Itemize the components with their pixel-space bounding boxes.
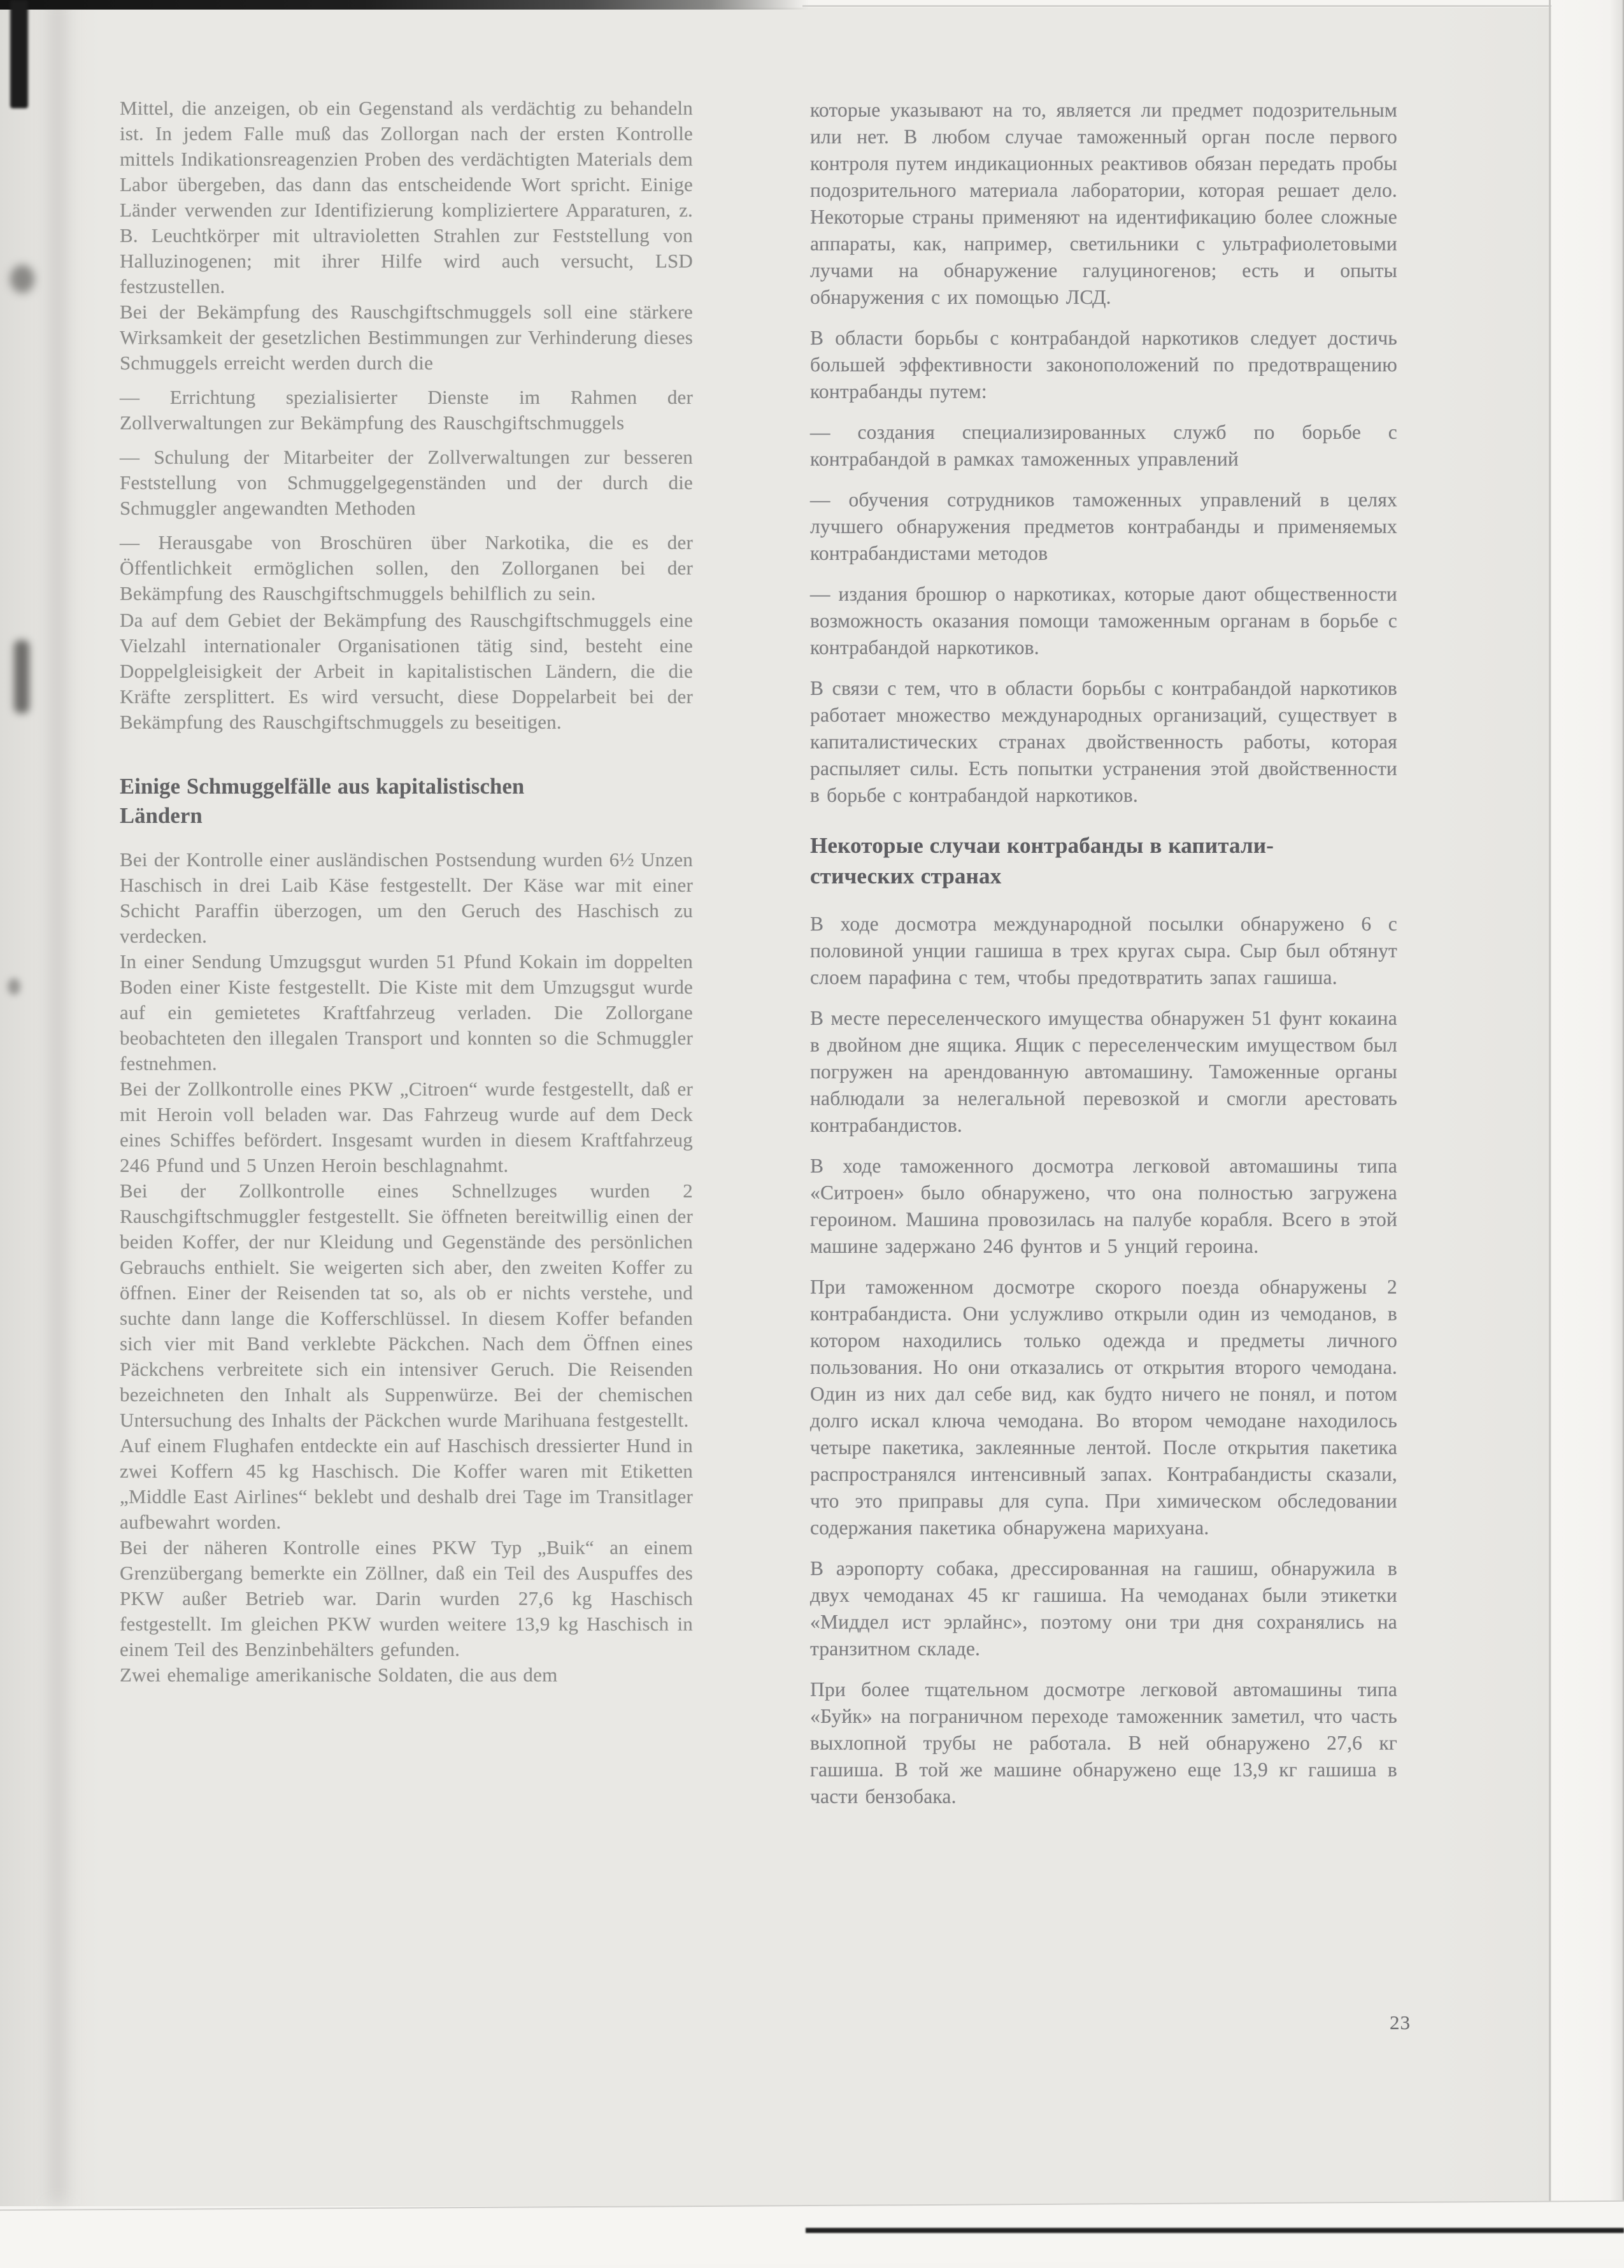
bullet-de-1: — Errichtung spezialisierter Dienste im Rahmen der Zollverwaltungen zur Bekämpfung des Rauschgiftschmuggels	[120, 386, 693, 434]
paragraph-de-case-2: In einer Sendung Umzugsgut wurden 51 Pfund Kokain im doppelten Boden einer Kiste festgestellt. Die Kiste mit dem Umzugsgut wurde auf ein gemietetes Kraftfahrzeug verladen. Die Zollorgane beobachteten den illegalen Transport und konnten so die Schmuggler festnehmen.	[120, 950, 693, 1074]
scan-artifact-smudge	[14, 640, 29, 713]
paragraph-de-intro-2: Bei der Bekämpfung des Rauschgiftschmuggels soll eine stärkere Wirksamkeit der gesetzlichen Bestimmungen zur Verhinderung dieses Schmuggels erreicht werden durch die	[120, 301, 693, 374]
binding-gutter-shadow	[50, 0, 66, 2204]
paragraph-de-case-6: Bei der näheren Kontrolle eines PKW Typ „Buik“ an einem Grenzübergang bemerkte ein Zöllner, daß ein Teil des Auspuffes des PKW außer Betrieb war. Darin wurden 27,6 kg Haschisch festgestellt. Im gleichen PKW wurden weitere 13,9 kg Haschisch in einem Teil des Benzinbehälters gefunden.	[120, 1536, 693, 1660]
section-heading-russian-line1: Некоторые случаи контрабанды в капитали-	[810, 833, 1274, 858]
paragraph-ru-case-6: При более тщательном досмотре легковой автомашины типа «Буйк» на пограничном переходе таможенник заметил, что часть выхлопной трубы не работала. В ней обнаружено 27,6 кг гашиша. В той же машине обнаружено еще 13,9 кг гашиша в части бензобака.	[810, 1678, 1397, 1808]
paragraph-de-case-1: Bei der Kontrolle einer ausländischen Postsendung wurden 6½ Unzen Haschisch in drei Laib Käse festgestellt. Der Käse war mit einer Schicht Paraffin überzogen, um den Geruch des Haschisch zu verdecken.	[120, 848, 693, 947]
section-heading-german-line1: Einige Schmuggelfälle aus kapitalistischen	[120, 774, 525, 799]
bullet-de-2: — Schulung der Mitarbeiter der Zollverwaltungen zur besseren Feststellung von Schmuggelgegenständen und der durch die Schmuggler angewandten Methoden	[120, 446, 693, 519]
russian-column	[810, 97, 1397, 1824]
page-fold-line	[1549, 0, 1551, 2210]
section-heading-german-line2: Ländern	[120, 804, 203, 828]
paragraph-ru-case-3: В ходе таможенного досмотра легковой автомашины типа «Ситроен» было обнаружено, что она полностью загружена героином. Машина провозилась на палубе корабля. Всего в этой машине задержано 246 фунтов и 5 унций героина.	[810, 1155, 1397, 1257]
paragraph-ru-intro-1: которые указывают на то, является ли предмет подозрительным или нет. В любом случае таможенный орган после первого контроля путем индикационных реактивов обязан передать пробы подозрительного материала лаборатории, которая решает дело. Некоторые страны применяют на идентификацию более сложные аппараты, как, например, светильники с ультрафиолетовыми лучами на обнаружение галуциногенов; есть и опыты обнаружения с их помощью ЛСД.	[810, 99, 1397, 308]
scan-edge-top-line	[802, 5, 1554, 7]
paragraph-de-case-4: Bei der Zollkontrolle eines Schnellzuges wurden 2 Rauschgiftschmuggler festgestellt. Sie öffneten bereitwillig einen der beiden Koffer, der nur Kleidung und Gegenstände des persönlichen Gebrauchs enthielt. Sie weigerten sich aber, den zweiten Koffer zu öffnen. Einer der Reisenden tat so, als ob er nichts verstehe, und suchte dann lange die Kofferschlüssel. In diesem Koffer befanden sich vier mit Band verklebte Päckchen. Nach dem Öffnen eines Päckchens verbreitete sich ein intensiver Geruch. Die Reisenden bezeichneten den Inhalt als Suppenwürze. Bei der chemischen Untersuchung des Inhalts der Päckchen wurde Marihuana festgestellt.	[120, 1180, 693, 1431]
scan-artifact-smudge	[8, 978, 20, 995]
german-column	[120, 96, 693, 1688]
paragraph-de-closing: Da auf dem Gebiet der Bekämpfung des Rauschgiftschmuggels eine Vielzahl internationaler Organisationen tätig sind, besteht eine Doppelgleisigkeit der Arbeit in kapitalistischen Ländern, die die Kräfte zersplittert. Es wird versucht, diese Doppelarbeit bei der Bekämpfung des Rauschgiftschmuggels zu beseitigen.	[120, 609, 693, 733]
scan-artifact-left-bar	[10, 0, 28, 108]
paragraph-ru-case-4: При таможенном досмотре скорого поезда обнаружены 2 контрабандиста. Они услужливо открыли один из чемоданов, в котором находились только одежда и предметы личного пользования. Но они отказались от открытия второго чемодана. Один из них дал себе вид, как будто ничего не понял, и потом долго искал ключа чемодана. Во втором чемодане находилось четыре пакетика, заклеянные лентой. После открытия пакетика распространялся интенсивный запах. Контрабандисты сказали, что это приправы для супа. При химическом обследовании содержания пакетика обнаружена марихуана.	[810, 1276, 1397, 1539]
scan-edge-bottom-line	[806, 2228, 1624, 2233]
scan-edge-top-bar	[0, 0, 809, 10]
bullet-de-3: — Herausgabe von Broschüren über Narkotika, die es der Öffentlichkeit ermöglichen sollen, den Zollorganen bei der Bekämpfung des Rauschgiftschmuggels behilflich zu sein.	[120, 531, 693, 604]
bullet-ru-1: — создания специализированных служб по борьбе с контрабандой в рамках таможенных управлений	[810, 421, 1397, 470]
paper-bottom-edge	[0, 2200, 1624, 2268]
section-heading-russian	[810, 831, 1397, 892]
paragraph-ru-intro-2: В области борьбы с контрабандой наркотиков следует достичь большей эффективности законоположений по предотвращению контрабанды путем:	[810, 327, 1397, 403]
paragraph-de-case-7: Zwei ehemalige amerikanische Soldaten, die aus dem	[120, 1664, 558, 1686]
paragraph-de-intro-1: Mittel, die anzeigen, ob ein Gegenstand als verdächtig zu behandeln ist. In jedem Falle muß das Zollorgan nach der ersten Kontrolle mittels Indikationsreagenzien Proben des verdächtigten Materials dem Labor übergeben, das dann das entscheidende Wort spricht. Einige Länder verwenden zur Identifizierung kompliziertere Apparaturen, z. B. Leuchtkörper mit ultravioletten Strahlen zur Feststellung von Halluzinogenen; mit ihrer Hilfe wird auch versucht, LSD festzustellen.	[120, 97, 693, 297]
scan-artifact-smudge	[10, 265, 34, 293]
bullet-ru-3: — издания брошюр о наркотиках, которые дают общественности возможность оказания помощи таможенным органам в борьбе с контрабандой наркотиков.	[810, 583, 1397, 659]
paragraph-ru-closing: В связи с тем, что в области борьбы с контрабандой наркотиков работает множество международных организаций, существует в капиталистических странах двойственность работы, которая распыляет силы. Есть попытки устранения этой двойственности в борьбе с контрабандой наркотиков.	[810, 677, 1397, 806]
scanner-margin-right	[1551, 0, 1624, 2233]
section-heading-german	[120, 772, 693, 831]
paragraph-ru-case-5: В аэропорту собака, дрессированная на гашиш, обнаружила в двух чемоданах 45 кг гашиша. На чемоданах были этикетки «Миддел ист эрлайнс», поэтому они три дня сохранялись на транзитном складе.	[810, 1557, 1397, 1660]
page-number: 23	[1390, 2011, 1411, 2034]
paragraph-de-case-3: Bei der Zollkontrolle eines PKW „Citroen“ wurde festgestellt, daß er mit Heroin voll beladen war. Das Fahrzeug wurde auf dem Deck eines Schiffes befördert. Insgesamt wurden in diesem Kraftfahrzeug 246 Pfund und 5 Unzen Heroin beschlagnahmt.	[120, 1078, 693, 1176]
paragraph-ru-case-1: В ходе досмотра международной посылки обнаружено 6 с половиной унции гашиша в трех кругах сыра. Сыр был обтянут слоем парафина с тем, чтобы предотвратить запах гашиша.	[810, 913, 1397, 988]
bullet-ru-2: — обучения сотрудников таможенных управлений в целях лучшего обнаружения предметов контрабанды и применяемых контрабандистами методов	[810, 489, 1397, 564]
section-heading-russian-line2: стических странах	[810, 864, 1002, 888]
paragraph-de-case-5: Auf einem Flughafen entdeckte ein auf Haschisch dressierter Hund in zwei Koffern 45 kg Haschisch. Die Koffer waren mit Etiketten „Middle East Airlines“ beklebt und deshalb drei Tage im Transitlager aufbewahrt worden.	[120, 1434, 693, 1533]
paragraph-ru-case-2: В месте переселенческого имущества обнаружен 51 фунт кокаина в двойном дне ящика. Ящик с переселенческим имуществом был погружен на арендованную автомашину. Таможенные органы наблюдали за нелегальной перевозкой и смогли арестовать контрабандистов.	[810, 1007, 1397, 1136]
